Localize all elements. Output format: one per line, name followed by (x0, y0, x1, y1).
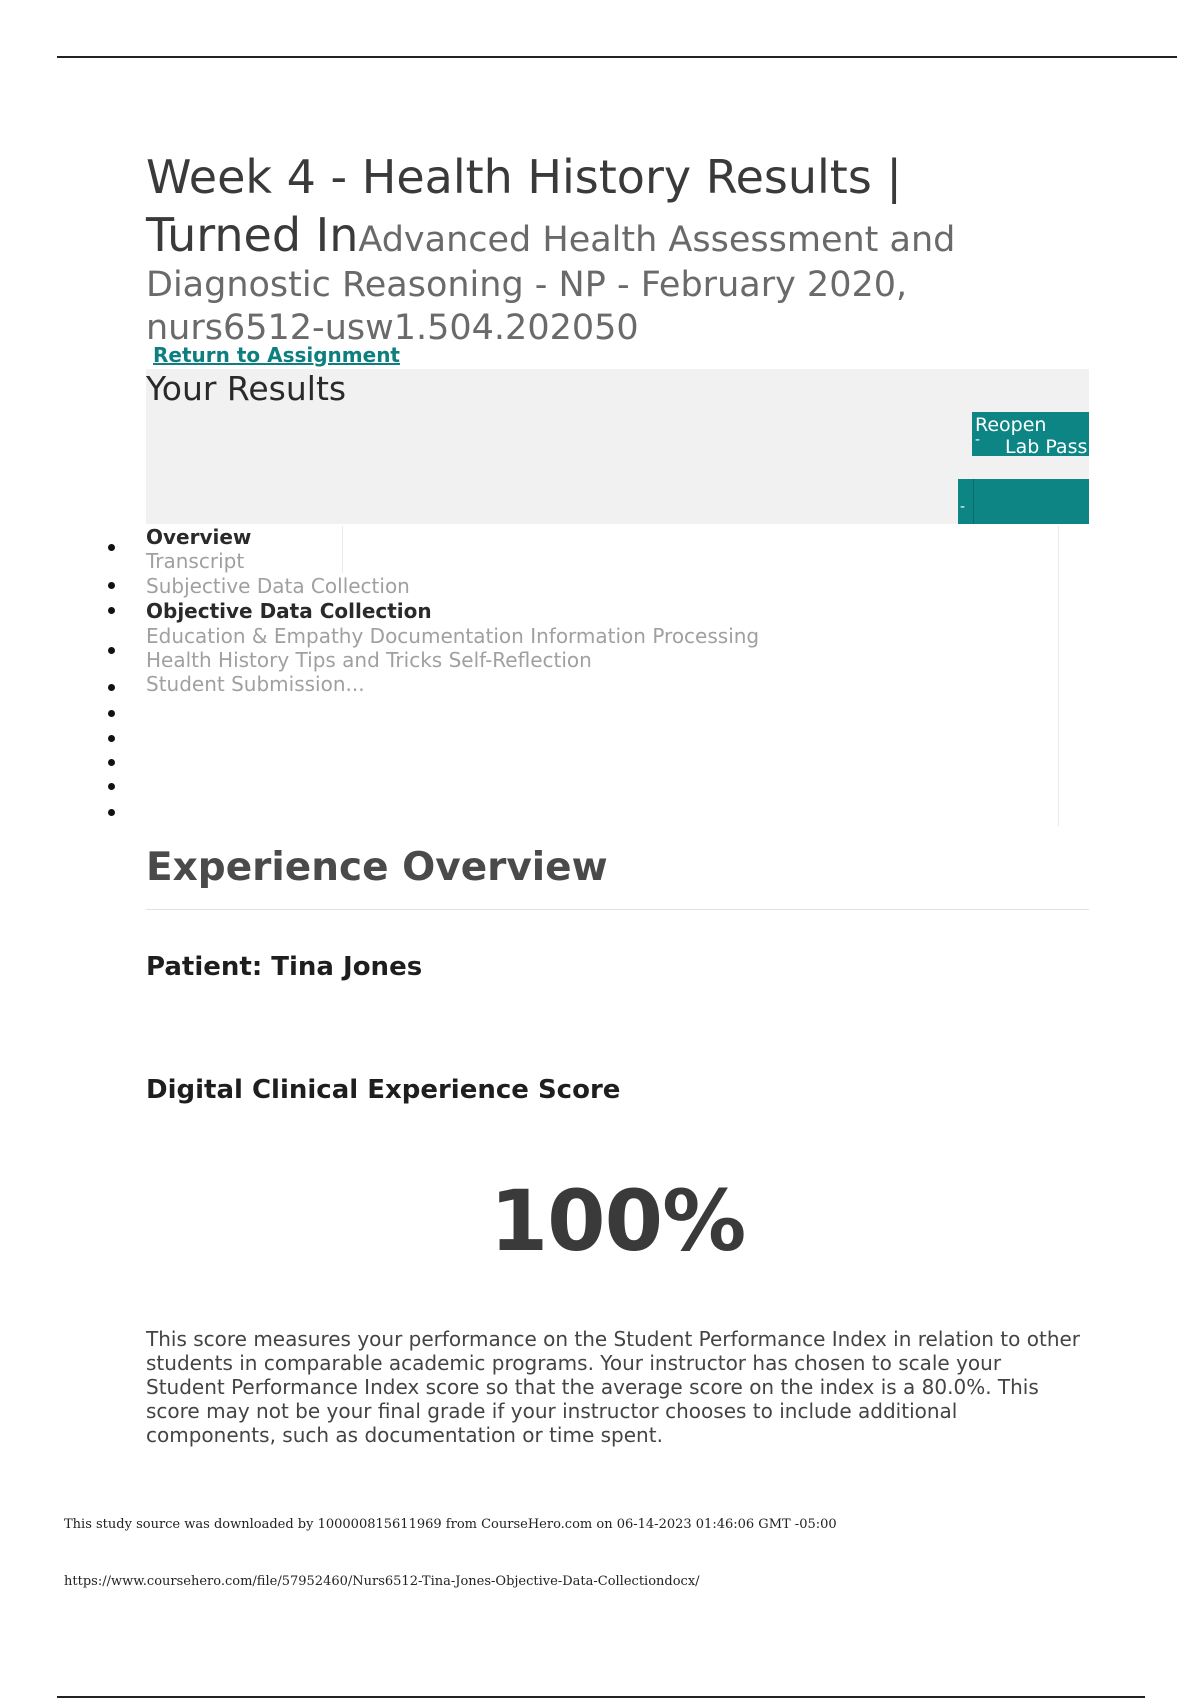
list-bullet (108, 735, 115, 742)
score-value: 100% (489, 1172, 746, 1270)
list-bullet (108, 783, 115, 790)
results-panel (146, 369, 1089, 524)
page-title (146, 148, 1046, 350)
list-bullet (108, 647, 115, 654)
download-note: This study source was downloaded by 100000815611969 from CourseHero.com on 06-14-2023 01:46:06 GMT -05:00 (64, 1517, 837, 1532)
reopen-dash: - (975, 432, 981, 448)
tab-objective-data-collection[interactable]: Objective Data Collection (146, 599, 432, 623)
nav-right-border (1058, 526, 1059, 826)
action-bar-dash: - (960, 499, 966, 515)
return-to-assignment-link[interactable]: Return to Assignment (153, 343, 400, 367)
source-url[interactable]: https://www.coursehero.com/file/57952460/Nurs6512-Tina-Jones-Objective-Data-Collectiondocx/ (64, 1574, 700, 1589)
list-bullet (108, 582, 115, 589)
results-action-bar[interactable] (958, 479, 1089, 524)
section-divider (146, 909, 1089, 910)
tab-subjective-data-collection[interactable]: Subjective Data Collection (146, 574, 410, 598)
experience-overview-heading: Experience Overview (146, 845, 608, 890)
list-bullet (108, 684, 115, 691)
score-description: This score measures your performance on the Student Performance Index in relation to other students in comparable academic programs. Your instructor has chosen to scale your Student Performance Index score so that the average score on the index is a 80.0%. This score may not be your final grade if your instructor chooses to include additional components, such as documentation or time spent. (146, 1327, 1081, 1447)
course-name: Advanced Health Assessment and Diagnostic Reasoning - NP - February 2020, nurs6512-usw1.504.202050 (146, 220, 956, 348)
score-heading: Digital Clinical Experience Score (146, 1075, 621, 1105)
list-bullet (108, 607, 115, 614)
patient-name: Patient: Tina Jones (146, 952, 423, 982)
tab-transcript[interactable]: Transcript (146, 549, 245, 573)
tab-tips-self-reflection[interactable]: Health History Tips and Tricks Self-Reflection (146, 648, 592, 672)
results-title: Your Results (146, 369, 347, 408)
reopen-lab-pass-button[interactable] (972, 412, 1089, 456)
lab-pass-label: Lab Pass (1005, 436, 1088, 456)
list-bullet (108, 544, 115, 551)
bottom-divider (57, 1696, 1145, 1698)
tab-education-documentation-processing[interactable]: Education & Empathy Documentation Information Processing (146, 624, 760, 648)
page-title-main: Week 4 - Health History Results | Turned In (146, 150, 902, 262)
reopen-label: Reopen (975, 414, 1047, 436)
action-bar-divider (973, 479, 974, 524)
list-bullet (108, 759, 115, 766)
tab-overview[interactable]: Overview (146, 525, 252, 549)
list-bullet (108, 710, 115, 717)
tab-student-submission[interactable]: Student Submission... (146, 672, 365, 696)
top-divider (57, 56, 1177, 58)
list-bullet (108, 809, 115, 816)
